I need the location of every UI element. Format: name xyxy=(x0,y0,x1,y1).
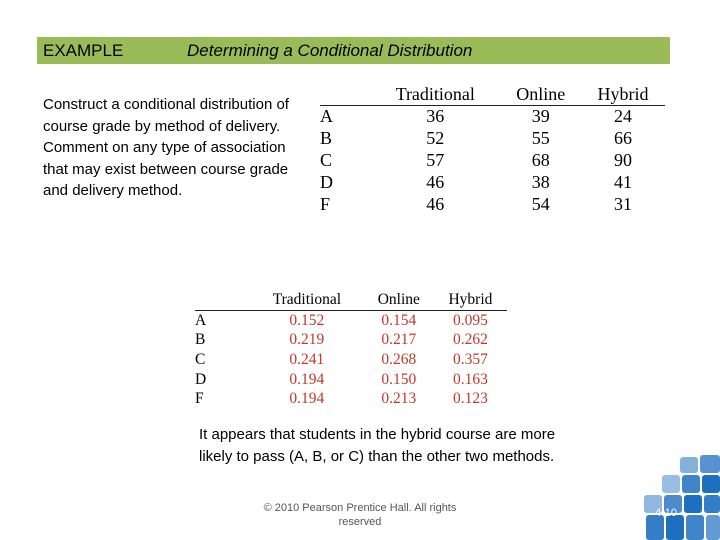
count-cell: 90 xyxy=(614,149,633,170)
proportion-cell: 0.150 xyxy=(381,370,417,388)
conclusion-text: It appears that students in the hybrid course are more likely to pass (A, B, or C) than the other two methods. xyxy=(199,426,556,465)
grade-label: C xyxy=(320,149,333,170)
table-row xyxy=(195,311,507,331)
count-cell: 39 xyxy=(531,106,550,127)
grade-label: D xyxy=(195,370,207,388)
table-row xyxy=(320,150,665,172)
proportion-cell: 0.241 xyxy=(289,350,325,368)
count-cell: 41 xyxy=(614,171,633,192)
counts-col-header: Traditional xyxy=(370,84,501,106)
slide-title: Determining a Conditional Distribution xyxy=(187,41,473,60)
counts-header-row xyxy=(320,84,665,106)
table-row xyxy=(195,370,507,390)
count-cell: 66 xyxy=(614,128,633,149)
counts-col-header: Online xyxy=(501,84,582,106)
proportion-cell: 0.095 xyxy=(453,311,488,329)
table-row xyxy=(195,350,507,370)
table-row xyxy=(195,331,507,351)
count-cell: 68 xyxy=(531,149,550,170)
proportion-cell: 0.262 xyxy=(453,331,488,349)
count-cell: 38 xyxy=(531,171,550,192)
table-row xyxy=(195,389,507,409)
count-cell: 31 xyxy=(614,193,633,214)
copyright-line: © 2010 Pearson Prentice Hall. All rights xyxy=(263,502,457,514)
grade-label: D xyxy=(320,171,333,192)
grade-label: F xyxy=(320,193,331,214)
proportion-cell: 0.219 xyxy=(289,331,325,349)
conditional-distribution-table xyxy=(195,290,507,409)
copyright-line: reserved xyxy=(338,516,382,528)
grade-label: B xyxy=(195,331,206,349)
grade-label: C xyxy=(195,350,206,368)
grade-label: F xyxy=(195,390,204,408)
table-row xyxy=(320,106,665,128)
count-cell: 46 xyxy=(426,171,445,192)
count-cell: 24 xyxy=(614,106,633,127)
count-cell: 54 xyxy=(531,193,550,214)
count-cell: 57 xyxy=(426,149,445,170)
conditional-header-row xyxy=(195,290,507,311)
proportion-cell: 0.163 xyxy=(453,370,488,388)
slide-header-bar xyxy=(37,37,670,64)
count-cell: 55 xyxy=(531,128,550,149)
proportion-cell: 0.194 xyxy=(289,370,325,388)
proportion-cell: 0.154 xyxy=(381,311,417,329)
example-label: EXAMPLE xyxy=(43,41,124,60)
slide-number: 4-10 xyxy=(654,507,678,519)
grade-label: A xyxy=(195,311,207,329)
copyright-footer xyxy=(255,501,465,529)
blue-tile-mosaic-icon xyxy=(640,455,720,540)
problem-prompt: Construct a conditional distribution of course grade by method of delivery. Comment on any type of association that may exist between course grade and delivery method. xyxy=(43,96,289,199)
proportion-cell: 0.217 xyxy=(381,331,417,349)
grade-label: A xyxy=(320,106,333,127)
grade-label: B xyxy=(320,128,333,149)
table-row xyxy=(320,171,665,193)
conditional-col-header: Traditional xyxy=(250,290,364,311)
counts-corner-cell xyxy=(320,84,370,106)
proportion-cell: 0.123 xyxy=(453,390,488,408)
count-cell: 52 xyxy=(426,128,445,149)
proportion-cell: 0.194 xyxy=(289,390,325,408)
conditional-corner-cell xyxy=(195,290,250,311)
table-row xyxy=(320,193,665,215)
count-cell: 36 xyxy=(426,106,445,127)
proportion-cell: 0.213 xyxy=(381,390,417,408)
conditional-col-header: Online xyxy=(364,290,434,311)
proportion-cell: 0.268 xyxy=(381,350,417,368)
proportion-cell: 0.152 xyxy=(289,311,325,329)
counts-col-header: Hybrid xyxy=(581,84,665,106)
counts-table xyxy=(320,84,665,215)
conditional-col-header: Hybrid xyxy=(434,290,507,311)
proportion-cell: 0.357 xyxy=(453,350,488,368)
count-cell: 46 xyxy=(426,193,445,214)
table-row xyxy=(320,128,665,150)
